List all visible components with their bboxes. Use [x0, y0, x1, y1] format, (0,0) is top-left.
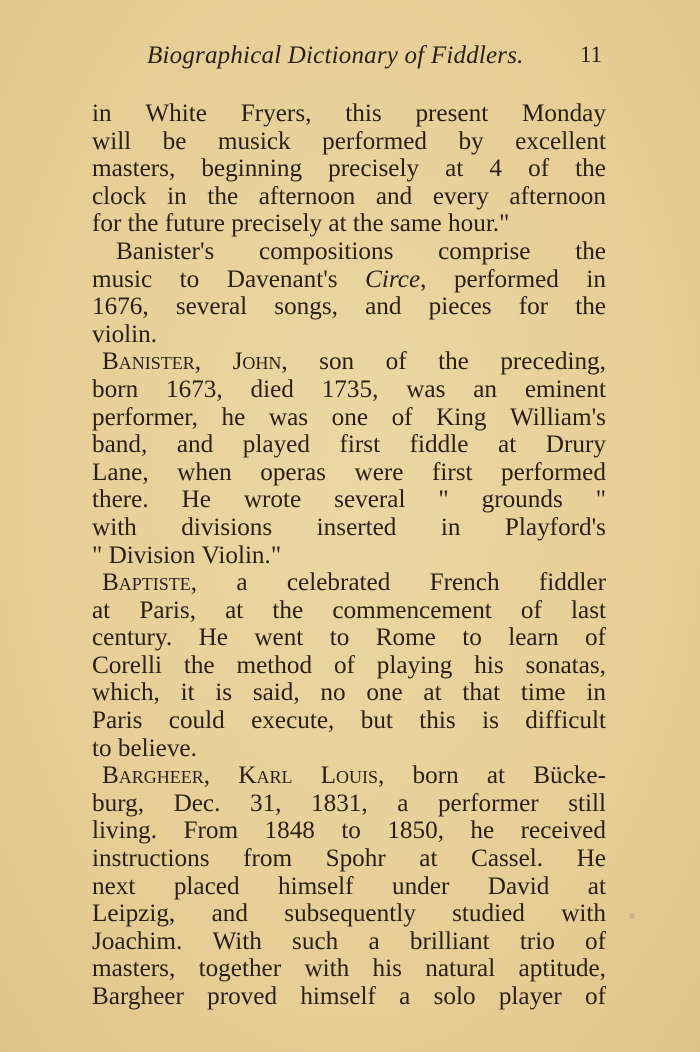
- word: future: [164, 210, 232, 238]
- body-text: [92, 100, 606, 1011]
- text-line: [92, 238, 606, 266]
- word: 1735,: [321, 375, 379, 403]
- word: performed: [322, 127, 427, 155]
- word: Rome: [375, 624, 436, 652]
- word: this: [419, 707, 456, 735]
- word: of: [585, 983, 606, 1010]
- word: from: [243, 845, 293, 873]
- word: in: [92, 100, 112, 127]
- word: with: [304, 955, 350, 983]
- word: in: [586, 265, 606, 293]
- word: at: [587, 872, 606, 900]
- text-line: [92, 459, 606, 487]
- word: Spohr: [325, 845, 386, 873]
- text-line: [92, 404, 606, 432]
- word: execute,: [251, 707, 335, 735]
- word: operas: [260, 458, 326, 486]
- entry-heading-line: [92, 569, 606, 597]
- text-line: [92, 100, 606, 128]
- word: Bücke-: [533, 762, 606, 790]
- word: went: [254, 624, 304, 652]
- word: White: [145, 100, 207, 127]
- word: and: [365, 293, 402, 321]
- word: for: [518, 293, 549, 321]
- word: a: [397, 789, 409, 817]
- word: David: [487, 872, 550, 900]
- word: celebrated: [286, 569, 391, 597]
- word: Paris,: [139, 596, 196, 624]
- text-line: [92, 817, 606, 845]
- word: afternoon: [509, 182, 606, 210]
- word: century.: [92, 624, 173, 652]
- word: performer: [437, 789, 539, 817]
- word: 4: [489, 155, 503, 183]
- text-line: [92, 707, 606, 735]
- page-number: 11: [579, 42, 602, 67]
- word: his: [474, 651, 504, 679]
- word: Violin.": [201, 541, 282, 569]
- word: beginning: [201, 155, 303, 183]
- word: Lane,: [92, 458, 149, 486]
- text-line: [92, 873, 606, 901]
- text-line: [92, 955, 606, 983]
- word: an: [473, 375, 497, 403]
- word: method: [236, 651, 313, 679]
- word: that: [462, 679, 501, 707]
- word: He: [181, 486, 211, 514]
- word: himself: [300, 983, 376, 1010]
- text-line: [92, 210, 606, 238]
- word: compositions: [259, 237, 394, 265]
- word: 1848: [264, 817, 315, 845]
- word: trio: [519, 927, 555, 955]
- word: the: [127, 210, 165, 238]
- word: which,: [92, 679, 160, 707]
- word: the: [575, 155, 606, 183]
- word: clock: [92, 182, 147, 210]
- word: together: [198, 955, 282, 983]
- word: at: [328, 210, 353, 238]
- word: every: [432, 182, 489, 210]
- word: masters,: [92, 155, 176, 183]
- word: first: [431, 458, 473, 486]
- word: musick: [217, 127, 291, 155]
- word: masters,: [92, 955, 176, 983]
- word: afternoon: [258, 182, 356, 210]
- word: Bargheer,: [102, 762, 211, 790]
- word: pieces: [428, 293, 492, 321]
- text-line: [92, 735, 606, 763]
- word: of: [584, 624, 606, 652]
- word: his: [372, 955, 402, 983]
- word: Banister,: [102, 348, 202, 376]
- word: King: [436, 403, 487, 431]
- word: several: [334, 486, 406, 514]
- word: and: [375, 182, 413, 210]
- text-line: [92, 928, 606, 956]
- text-line: [92, 624, 606, 652]
- word: is: [215, 679, 233, 707]
- word: commencement: [332, 596, 492, 624]
- word: same: [389, 210, 449, 238]
- word: the: [272, 596, 304, 624]
- word: Paris: [92, 707, 143, 735]
- word: excellent: [515, 127, 606, 155]
- word: Monday: [522, 100, 606, 127]
- word: said,: [252, 679, 300, 707]
- word: was: [268, 403, 309, 431]
- word: ": [92, 541, 109, 569]
- word: son: [319, 348, 355, 376]
- word: Leipzig,: [92, 900, 176, 928]
- word: in: [167, 182, 187, 210]
- word: last: [571, 596, 606, 624]
- word: in: [586, 679, 606, 707]
- word: still: [568, 789, 606, 817]
- word: performed: [453, 265, 559, 293]
- word: the: [183, 651, 215, 679]
- text-line: [92, 542, 606, 570]
- running-title: Biographical Dictionary of Fiddlers.: [147, 42, 524, 69]
- word: wrote: [243, 486, 302, 514]
- word: solo: [433, 983, 476, 1010]
- text-line: [92, 376, 606, 404]
- word: natural: [425, 955, 496, 983]
- word: ": [595, 486, 606, 514]
- word: grounds: [481, 486, 563, 514]
- word: at: [486, 762, 506, 790]
- word: of: [391, 403, 413, 431]
- word: brilliant: [409, 927, 490, 955]
- word: the: [438, 348, 469, 376]
- word: He: [576, 845, 606, 873]
- text-line: [92, 790, 606, 818]
- word: could: [168, 707, 225, 735]
- word: to: [462, 624, 482, 652]
- word: violin.: [92, 320, 158, 348]
- word: William's: [510, 403, 606, 431]
- word: He: [198, 624, 228, 652]
- word: precisely: [231, 210, 329, 238]
- word: living.: [92, 817, 158, 845]
- word: 31,: [249, 789, 282, 817]
- text-line: [92, 155, 606, 183]
- word: songs,: [274, 293, 338, 321]
- text-line: [92, 183, 606, 211]
- entry-heading-line: [92, 348, 606, 376]
- word: With: [212, 927, 262, 955]
- word: aptitude,: [518, 955, 606, 983]
- word: proved: [207, 983, 278, 1010]
- word: of: [528, 155, 550, 183]
- text-line: [92, 679, 606, 707]
- word: difficult: [525, 707, 606, 735]
- word: when: [177, 458, 232, 486]
- word: a: [236, 569, 248, 597]
- word: at: [92, 596, 111, 624]
- word: Corelli: [92, 651, 162, 679]
- word: Davenant's: [226, 265, 338, 293]
- word: Playford's: [504, 513, 606, 541]
- word: with: [561, 900, 606, 928]
- word: no: [320, 679, 346, 707]
- word: under: [391, 872, 450, 900]
- word: born: [92, 375, 139, 403]
- paper-speck: [629, 913, 635, 919]
- word: for: [92, 210, 128, 238]
- word: himself: [277, 872, 354, 900]
- word: studied: [452, 900, 525, 928]
- word: Cassel.: [471, 845, 544, 873]
- word: by: [458, 127, 484, 155]
- text-line: [92, 983, 606, 1011]
- word: born: [412, 762, 459, 790]
- word: one: [366, 679, 403, 707]
- word: ": [438, 486, 449, 514]
- word: was: [406, 375, 446, 403]
- word: 1831,: [311, 789, 368, 817]
- text-line: [92, 266, 606, 294]
- word: died: [250, 375, 294, 403]
- word: performer,: [92, 403, 198, 431]
- word: performed: [501, 458, 606, 486]
- word: Joachim.: [92, 927, 183, 955]
- word: comprise: [438, 237, 531, 265]
- word: divisions: [181, 513, 273, 541]
- text-line: [92, 293, 606, 321]
- text-line: [92, 845, 606, 873]
- word: 1850,: [387, 817, 444, 845]
- word: played: [242, 431, 310, 459]
- word: fiddler: [538, 569, 606, 597]
- running-header: [92, 38, 604, 78]
- word: playing: [376, 651, 453, 679]
- word: the: [575, 237, 606, 265]
- word: at: [225, 596, 244, 624]
- word: Circe,: [365, 265, 427, 293]
- word: but: [360, 707, 393, 735]
- word: at: [498, 431, 517, 459]
- word: eminent: [524, 375, 606, 403]
- word: to: [92, 734, 118, 762]
- word: to: [329, 624, 350, 652]
- word: will: [92, 127, 132, 155]
- text-line: [92, 652, 606, 680]
- word: Louis,: [320, 762, 385, 790]
- word: be: [162, 127, 187, 155]
- word: 1676,: [92, 293, 149, 321]
- entry-heading-line: [92, 762, 606, 790]
- word: there.: [92, 486, 149, 514]
- word: present: [415, 100, 489, 127]
- word: several: [175, 293, 248, 321]
- word: this: [345, 100, 382, 127]
- word: preceding,: [500, 348, 606, 376]
- word: Baptiste,: [102, 569, 198, 597]
- word: in: [440, 513, 461, 541]
- word: a: [399, 983, 411, 1010]
- word: and: [211, 900, 248, 928]
- word: music: [92, 265, 153, 293]
- word: placed: [173, 872, 240, 900]
- word: hour.": [448, 210, 510, 238]
- word: band,: [92, 431, 148, 459]
- text-line: [92, 486, 606, 514]
- word: with: [92, 513, 137, 541]
- word: at: [423, 679, 442, 707]
- text-line: [92, 431, 606, 459]
- word: precisely: [328, 155, 420, 183]
- word: at: [445, 155, 464, 183]
- word: fiddle: [409, 431, 469, 459]
- word: 1673,: [166, 375, 223, 403]
- word: next: [92, 872, 136, 900]
- word: instructions: [92, 845, 210, 873]
- word: is: [482, 707, 499, 735]
- word: Dec.: [173, 789, 221, 817]
- word: received: [520, 817, 606, 845]
- word: to: [179, 265, 200, 293]
- word: Karl: [238, 762, 293, 790]
- word: time: [520, 679, 566, 707]
- word: Drury: [545, 431, 606, 459]
- word: player: [498, 983, 562, 1010]
- text-line: [92, 597, 606, 625]
- word: the: [575, 293, 606, 321]
- word: French: [429, 569, 500, 597]
- word: first: [339, 431, 381, 459]
- word: sonatas,: [525, 651, 606, 679]
- word: he: [221, 403, 246, 431]
- word: of: [585, 927, 606, 955]
- text-line: [92, 321, 606, 349]
- word: learn: [508, 624, 559, 652]
- word: From: [183, 817, 239, 845]
- word: of: [333, 651, 355, 679]
- word: it: [180, 679, 195, 707]
- word: the: [352, 210, 390, 238]
- word: Division: [108, 541, 202, 569]
- text-line: [92, 900, 606, 928]
- word: and: [176, 431, 214, 459]
- word: of: [385, 348, 407, 376]
- word: the: [207, 182, 239, 210]
- word: at: [419, 845, 438, 873]
- word: he: [470, 817, 495, 845]
- word: of: [520, 596, 542, 624]
- word: subsequently: [284, 900, 416, 928]
- word: were: [354, 458, 404, 486]
- word: inserted: [316, 513, 397, 541]
- text-line: [92, 128, 606, 156]
- word: burg,: [92, 789, 145, 817]
- word: John,: [232, 348, 288, 376]
- word: Banister's: [116, 237, 215, 265]
- word: believe.: [117, 734, 197, 762]
- word: Bargheer: [92, 983, 184, 1010]
- text-line: [92, 514, 606, 542]
- word: one: [331, 403, 368, 431]
- word: to: [341, 817, 361, 845]
- word: Fryers,: [240, 100, 312, 127]
- word: a: [368, 927, 380, 955]
- word: such: [292, 927, 339, 955]
